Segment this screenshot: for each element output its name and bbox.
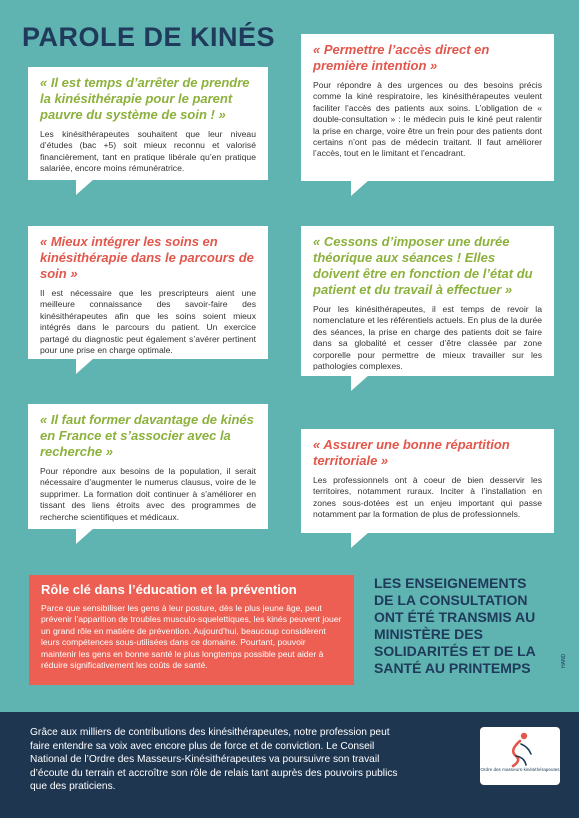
quote-body: Pour répondre à des urgences ou des besoins précis comme la kiné respiratoire, les kinésithérapeutes veulent faciliter l’accès des patients aux soins. L’obligation de « double-consultation » : le médecin puis le kiné peut ralentir la prise en charge, voire être un frein pour des patients dont certains n’ont pas de médecin traitant. Il faut améliorer l’accès, tout en le limitant et l’encadrant. [313, 80, 542, 159]
figure-logo-icon [480, 729, 560, 769]
quote-box-6 [301, 429, 554, 533]
quote-box-1 [28, 67, 268, 180]
quote-text: « Permettre l’accès direct en première intention » [313, 42, 490, 73]
quote-text: « Il est temps d’arrêter de prendre la kinésithérapie pour le parent pauvre du système de soin ! » [40, 75, 250, 122]
quote-text: « Il faut former davantage de kinés en France et s’associer avec la recherche » [40, 412, 254, 459]
footer [0, 712, 579, 818]
role-text: Parce que sensibiliser les gens à leur posture, dès le plus jeune âge, peut prévenir l’apparition de troubles musculo-squelettiques, les kinés peuvent jouer un grand rôle en matière de prévention. Aujourd’hui, beaucoup considèrent leurs compétences sous-utilisées dans ce domaine. Pourtant, pouvoir maintenir les gens en bonne santé le plus longtemps possible peut aider à réduire significativement les coûts de santé. [41, 603, 342, 671]
logo-caption: Ordre des masseurs-kinésithérapeutes [480, 767, 560, 772]
quote-body: Pour répondre aux besoins de la population, il serait nécessaire d’augmenter le numerus clausus, voire de le supprimer. La formation doit continuer à s’améliorer en tissant des liens étroits avec des programmes de recherche scientifiques et médicaux. [40, 466, 256, 522]
quote-box-5 [28, 404, 268, 529]
footer-text: Grâce aux milliers de contributions des kinésithérapeutes, notre profession peut faire entendre sa voix avec encore plus de force et de conviction. Le Conseil National de l’Ordre des Masseurs-Kinésithérapeutes va poursuivre son travail d’écoute du terrain et accroître son rôle de relais tant auprès des pouvoirs publics que des praticiens. [30, 727, 398, 792]
quote-body: Il est nécessaire que les prescripteurs aient une meilleure connaissance des savoir-faire des kinésithérapeutes afin que les soins soient mieux intégrés dans le parcours du patient. Un exercice partagé du diagnostic peut également s’avérer pertinent pour une prise en charge optimale. [40, 288, 256, 356]
quote-text: « Mieux intégrer les soins en kinésithérapie dans le parcours de soin » [40, 234, 254, 281]
quote-box-3 [28, 226, 268, 359]
quote-box-4 [301, 226, 554, 376]
enseignements-heading: LES ENSEIGNEMENTS DE LA CONSULTATION ONT ÉTÉ TRANSMIS AU MINISTÈRE DES SOLIDARITÉS ET DE LA SANTÉ AU PRINTEMPS [374, 575, 536, 676]
credit-text: HAND [561, 653, 567, 668]
quote-body: Les professionnels ont à coeur de bien desservir les territoires, notamment ruraux. Inciter à l’installation en zones sous-dotées est un enjeu important qui passe notamment par la formation de plus de professionnels. [313, 475, 542, 520]
quote-body: Pour les kinésithérapeutes, il est temps de revoir la nomenclature et les référentiels actuels. En plus de la durée des séances, la prise en charge des patients doit se faire dans sa globalité et cesser d’être classée par zone corporelle pour permettre de mieux travailler sur les pathologies complexes. [313, 304, 542, 372]
role-title: Rôle clé dans l’éducation et la prévention [41, 582, 297, 597]
ordre-logo [480, 727, 560, 785]
page-title: PAROLE DE KINÉS [22, 22, 276, 52]
quote-box-2 [301, 34, 554, 181]
role-box [29, 575, 354, 685]
quote-text: « Assurer une bonne répartition territoriale » [313, 437, 510, 468]
quote-text: « Cessons d’imposer une durée théorique aux séances ! Elles doivent être en fonction de l’état du patient et du travail à effectuer » [313, 234, 533, 297]
quote-body: Les kinésithérapeutes souhaitent que leur niveau d’études (bac +5) soit mieux reconnu et valorisé financièrement, tant en pratique libérale qu’en pratique salariée, encore moins rémunératrice. [40, 129, 256, 174]
